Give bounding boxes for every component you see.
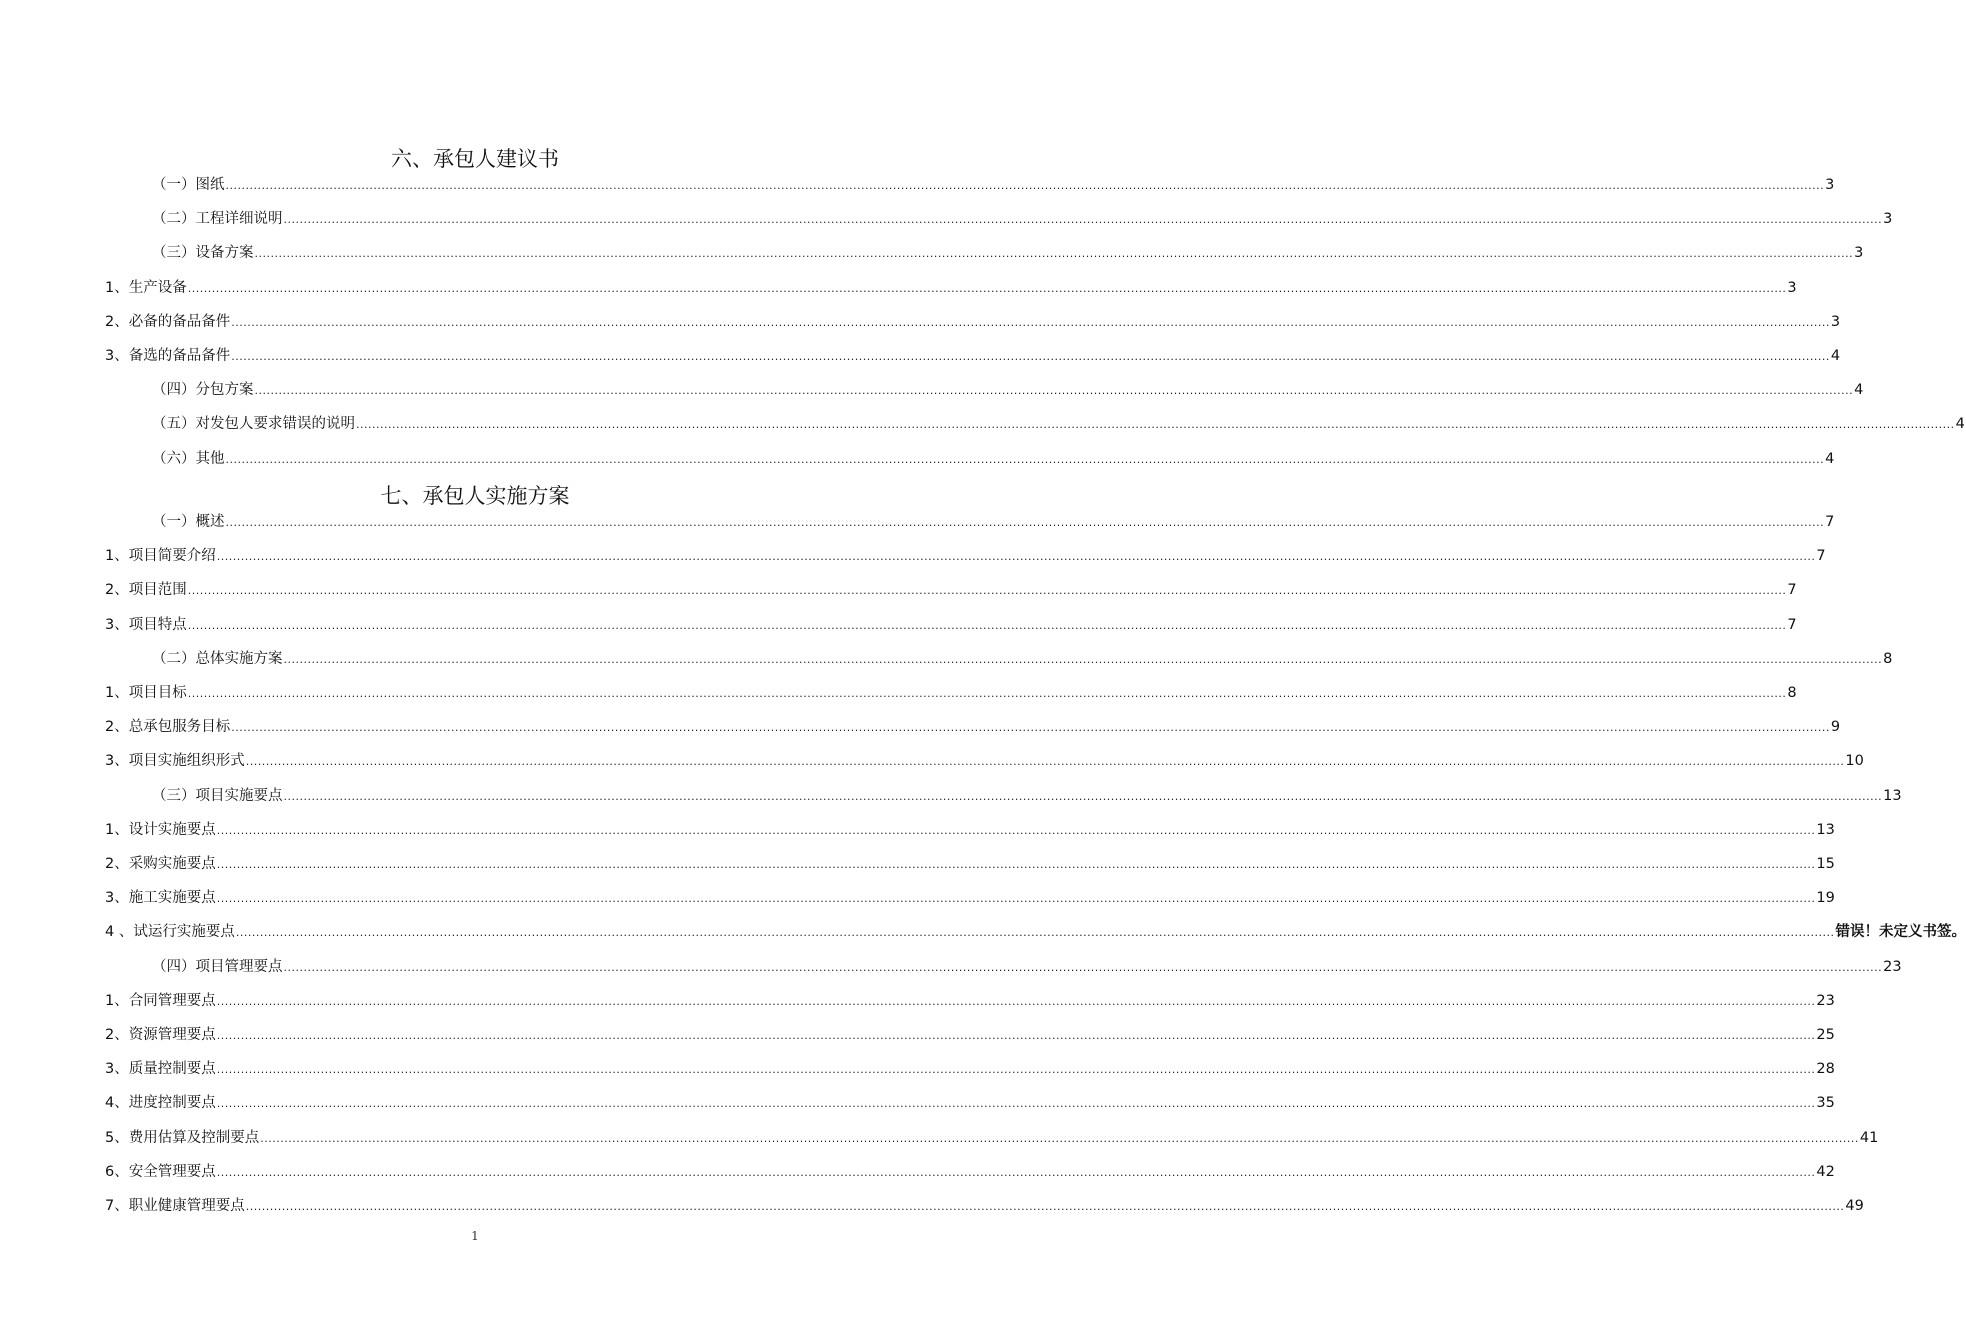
toc-entry[interactable] [105,817,1835,839]
toc-entry-label: 3、备选的备品备件 [105,348,231,364]
toc-entry-page: 10 [1845,753,1864,770]
toc-entry[interactable] [152,172,1835,194]
toc-entry-page: 15 [1816,856,1835,872]
toc-entry-page: 4 [1825,450,1835,467]
toc-leader-dots: ................................................................................................................................................................................................................................................................................................................................................................................................................ [254,384,1854,398]
toc-entry-label: 2、采购实施要点 [105,856,216,872]
toc-entry-label: （二）工程详细说明 [152,211,283,228]
toc-entry-page: 3 [1825,177,1835,193]
toc-entry-label: （四）分包方案 [152,382,254,399]
toc-entry-label: （三）设备方案 [152,245,254,262]
toc-entry-label: 2、总承包服务目标 [105,719,231,736]
toc-entry-label: 4 、试运行实施要点 [105,924,235,941]
toc-entry-label: 3、施工实施要点 [105,890,216,907]
toc-entry[interactable] [105,1193,1864,1215]
toc-leader-dots: ................................................................................................................................................................................................................................................................................................................................................................................................................ [216,823,1816,837]
toc-entry[interactable] [105,748,1864,770]
toc-entry-label: 2、必备的备品备件 [105,313,231,330]
toc-entry[interactable] [105,885,1835,907]
toc-entry-page: 7 [1787,616,1797,633]
toc-entry-label: （六）其他 [152,450,225,467]
toc-entry[interactable] [105,343,1841,365]
toc-entry-page: 13 [1816,821,1835,838]
section-heading: 六、承包人建议书 [391,147,559,171]
toc-entry-page: 8 [1883,650,1893,667]
toc-entry-page: 35 [1816,1095,1835,1112]
toc-leader-dots: ................................................................................................................................................................................................................................................................................................................................................................................................................ [187,281,1787,295]
section-heading: 七、承包人实施方案 [380,484,570,508]
toc-entry[interactable] [152,954,1902,976]
toc-entry-label: （一）概述 [152,514,225,530]
toc-entry-page: 3 [1787,279,1797,296]
toc-entry[interactable] [152,646,1893,668]
toc-entry-label: 1、项目简要介绍 [105,548,216,565]
toc-leader-dots: ................................................................................................................................................................................................................................................................................................................................................................................................................ [216,1097,1816,1111]
toc-leader-dots: ................................................................................................................................................................................................................................................................................................................................................................................................................ [187,618,1787,632]
toc-entry-error: 错误！未定义书签。 [1835,924,1966,941]
toc-leader-dots: ................................................................................................................................................................................................................................................................................................................................................................................................................ [231,350,1830,363]
toc-entry-label: （五）对发包人要求错误的说明 [152,416,355,433]
toc-entry[interactable] [152,509,1835,531]
toc-entry[interactable] [152,377,1864,399]
toc-leader-dots: ................................................................................................................................................................................................................................................................................................................................................................................................................ [260,1131,1859,1145]
toc-leader-dots: ................................................................................................................................................................................................................................................................................................................................................................................................................ [254,247,1854,261]
toc-entry-label: （三）项目实施要点 [152,787,283,804]
toc-entry-page: 7 [1787,582,1797,599]
toc-entry[interactable] [105,680,1797,702]
toc-entry-page: 42 [1816,1163,1835,1180]
toc-entry-label: （二）总体实施方案 [152,650,283,667]
toc-entry-page: 9 [1830,719,1841,736]
toc-entry-label: 2、资源管理要点 [105,1027,216,1043]
toc-entry-page: 25 [1816,1027,1835,1043]
toc-entry-page: 8 [1787,685,1797,701]
toc-entry-label: 3、质量控制要点 [105,1061,216,1078]
toc-entry[interactable] [105,612,1797,634]
toc-leader-dots: ................................................................................................................................................................................................................................................................................................................................................................................................................ [235,926,1835,940]
toc-entry-page: 19 [1816,890,1835,907]
toc-entry[interactable] [105,275,1797,297]
toc-leader-dots: ................................................................................................................................................................................................................................................................................................................................................................................................................ [216,1029,1816,1042]
toc-leader-dots: ................................................................................................................................................................................................................................................................................................................................................................................................................ [216,892,1816,906]
toc-entry-label: 1、设计实施要点 [105,821,216,838]
toc-entry[interactable] [105,1090,1835,1112]
toc-entry-page: 4 [1854,382,1864,399]
toc-leader-dots: ................................................................................................................................................................................................................................................................................................................................................................................................................ [356,418,1955,432]
toc-entry-label: 3、项目实施组织形式 [105,753,245,770]
toc-leader-dots: ................................................................................................................................................................................................................................................................................................................................................................................................................ [245,755,1845,769]
toc-entry[interactable] [152,783,1902,805]
toc-entry-page: 7 [1825,514,1835,530]
toc-entry[interactable] [105,714,1841,736]
toc-leader-dots: ................................................................................................................................................................................................................................................................................................................................................................................................................ [187,584,1787,598]
toc-leader-dots: ................................................................................................................................................................................................................................................................................................................................................................................................................ [225,179,1825,192]
toc-entry[interactable] [105,309,1841,331]
toc-entry-page: 7 [1816,548,1826,565]
toc-leader-dots: ................................................................................................................................................................................................................................................................................................................................................................................................................ [225,452,1825,466]
toc-entry-label: 4、进度控制要点 [105,1095,216,1112]
toc-entry[interactable] [105,851,1835,873]
page-number: 1 [471,1229,479,1243]
toc-entry-page: 13 [1883,787,1902,804]
toc-leader-dots: ................................................................................................................................................................................................................................................................................................................................................................................................................ [216,550,1816,564]
toc-leader-dots: ................................................................................................................................................................................................................................................................................................................................................................................................................ [216,994,1816,1008]
toc-leader-dots: ................................................................................................................................................................................................................................................................................................................................................................................................................ [283,960,1883,974]
toc-leader-dots: ................................................................................................................................................................................................................................................................................................................................................................................................................ [245,1200,1845,1213]
toc-leader-dots: ................................................................................................................................................................................................................................................................................................................................................................................................................ [283,213,1883,227]
toc-leader-dots: ................................................................................................................................................................................................................................................................................................................................................................................................................ [225,516,1825,529]
toc-entry-page: 4 [1830,348,1841,364]
toc-leader-dots: ................................................................................................................................................................................................................................................................................................................................................................................................................ [187,687,1787,700]
toc-entry-label: 5、费用估算及控制要点 [105,1129,260,1146]
toc-entry-page: 49 [1845,1198,1864,1214]
toc-leader-dots: ................................................................................................................................................................................................................................................................................................................................................................................................................ [283,652,1883,666]
toc-entry[interactable] [105,1056,1835,1078]
toc-entry[interactable] [152,206,1893,228]
toc-entry-page: 3 [1830,313,1841,330]
toc-entry-page: 3 [1883,211,1893,228]
toc-entry-label: 3、项目特点 [105,616,187,633]
toc-entry-label: 1、生产设备 [105,279,187,296]
toc-entry-page: 23 [1816,992,1835,1009]
toc-entry[interactable] [105,1022,1835,1044]
toc-leader-dots: ................................................................................................................................................................................................................................................................................................................................................................................................................ [216,858,1816,871]
toc-entry[interactable] [105,988,1835,1010]
toc-entry[interactable] [152,240,1864,262]
toc-entry[interactable] [105,543,1826,565]
toc-entry-page: 23 [1883,958,1902,975]
toc-leader-dots: ................................................................................................................................................................................................................................................................................................................................................................................................................ [231,721,1830,735]
toc-entry[interactable] [105,577,1797,599]
toc-entry-page: 4 [1955,416,1965,433]
toc-entry[interactable] [152,411,1965,433]
toc-leader-dots: ................................................................................................................................................................................................................................................................................................................................................................................................................ [231,315,1830,329]
toc-entry-page: 28 [1816,1061,1835,1078]
toc-entry-label: 2、项目范围 [105,582,187,599]
toc-entry[interactable] [152,446,1835,468]
toc-leader-dots: ................................................................................................................................................................................................................................................................................................................................................................................................................ [216,1063,1816,1077]
toc-entry-label: （四）项目管理要点 [152,958,283,975]
toc-leader-dots: ................................................................................................................................................................................................................................................................................................................................................................................................................ [283,789,1883,803]
toc-entry[interactable] [105,1125,1879,1147]
toc-entry[interactable] [105,919,1966,941]
toc-leader-dots: ................................................................................................................................................................................................................................................................................................................................................................................................................ [216,1165,1816,1179]
toc-entry-label: （一）图纸 [152,177,225,193]
toc-entry-page: 3 [1854,245,1864,262]
toc-entry-label: 7、职业健康管理要点 [105,1198,245,1214]
toc-entry-label: 1、项目目标 [105,685,187,701]
toc-entry-page: 41 [1859,1129,1879,1146]
toc-entry[interactable] [105,1159,1835,1181]
toc-entry-label: 6、安全管理要点 [105,1163,216,1180]
toc-entry-label: 1、合同管理要点 [105,992,216,1009]
